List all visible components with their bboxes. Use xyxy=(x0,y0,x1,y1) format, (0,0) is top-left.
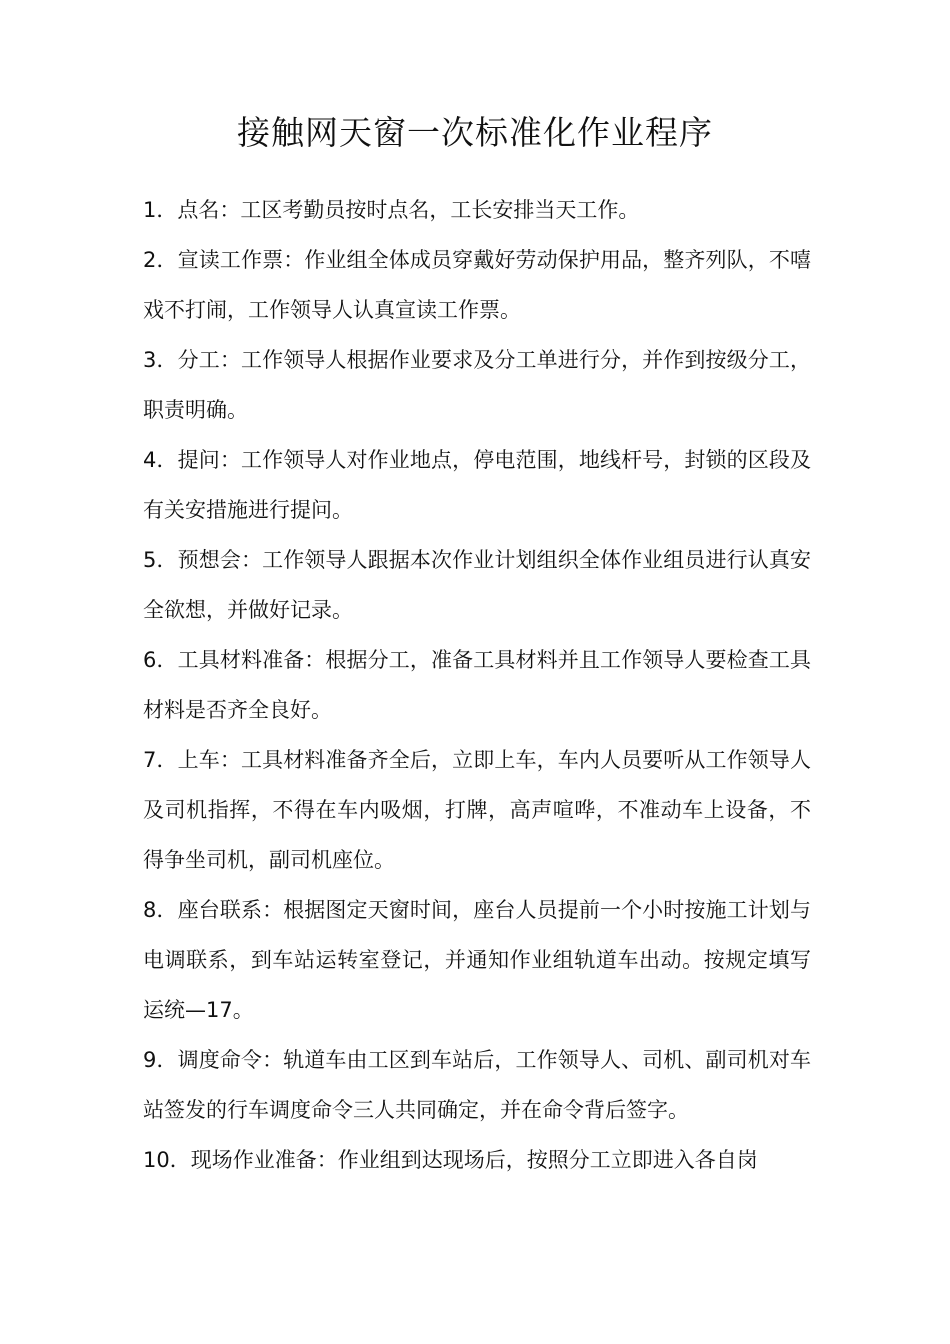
item-text: 座台联系：根据图定天窗时间，座台人员提前一个小时按施工计划与电调联系，到车站运转室登记，并通知作业组轨道车出动。按规定填写运统—17。 xyxy=(143,898,811,1022)
item-number: 10． xyxy=(143,1148,191,1172)
item-text: 宣读工作票：作业组全体成员穿戴好劳动保护用品，整齐列队，不嘻戏不打闹，工作领导人认真宣读工作票。 xyxy=(143,248,811,322)
procedure-item xyxy=(143,635,811,735)
item-number: 1． xyxy=(143,198,178,222)
procedure-item xyxy=(143,235,811,335)
item-number: 3． xyxy=(143,348,178,372)
procedure-item xyxy=(143,535,811,635)
procedure-item xyxy=(143,185,811,235)
item-text: 提问：工作领导人对作业地点，停电范围，地线杆号，封锁的区段及有关安措施进行提问。 xyxy=(143,448,811,522)
procedure-item xyxy=(143,1035,811,1135)
procedure-item xyxy=(143,885,811,1035)
item-number: 2． xyxy=(143,248,178,272)
procedure-item xyxy=(143,1135,811,1185)
item-number: 6． xyxy=(143,648,178,672)
item-text: 上车：工具材料准备齐全后，立即上车，车内人员要听从工作领导人及司机指挥，不得在车内吸烟，打牌，高声喧哗，不准动车上设备，不得争坐司机，副司机座位。 xyxy=(143,748,811,872)
item-text: 点名：工区考勤员按时点名，工长安排当天工作。 xyxy=(177,198,640,222)
item-text: 分工：工作领导人根据作业要求及分工单进行分，并作到按级分工，职责明确。 xyxy=(143,348,811,422)
item-number: 7． xyxy=(143,748,178,772)
item-text: 工具材料准备：根据分工，准备工具材料并且工作领导人要检查工具材料是否齐全良好。 xyxy=(143,648,811,722)
item-text: 预想会：工作领导人跟据本次作业计划组织全体作业组员进行认真安全欲想，并做好记录。 xyxy=(143,548,811,622)
procedure-item xyxy=(143,335,811,435)
item-number: 8． xyxy=(143,898,178,922)
procedure-item xyxy=(143,435,811,535)
item-number: 4． xyxy=(143,448,178,472)
item-number: 5． xyxy=(143,548,178,572)
procedure-list xyxy=(143,185,811,1185)
procedure-item xyxy=(143,735,811,885)
item-text: 调度命令：轨道车由工区到车站后，工作领导人、司机、副司机对车站签发的行车调度命令三人共同确定，并在命令背后签字。 xyxy=(143,1048,811,1122)
item-text: 现场作业准备：作业组到达现场后，按照分工立即进入各自岗 xyxy=(190,1148,758,1172)
document-title: 接触网天窗一次标准化作业程序 xyxy=(237,113,713,152)
item-number: 9． xyxy=(143,1048,178,1072)
